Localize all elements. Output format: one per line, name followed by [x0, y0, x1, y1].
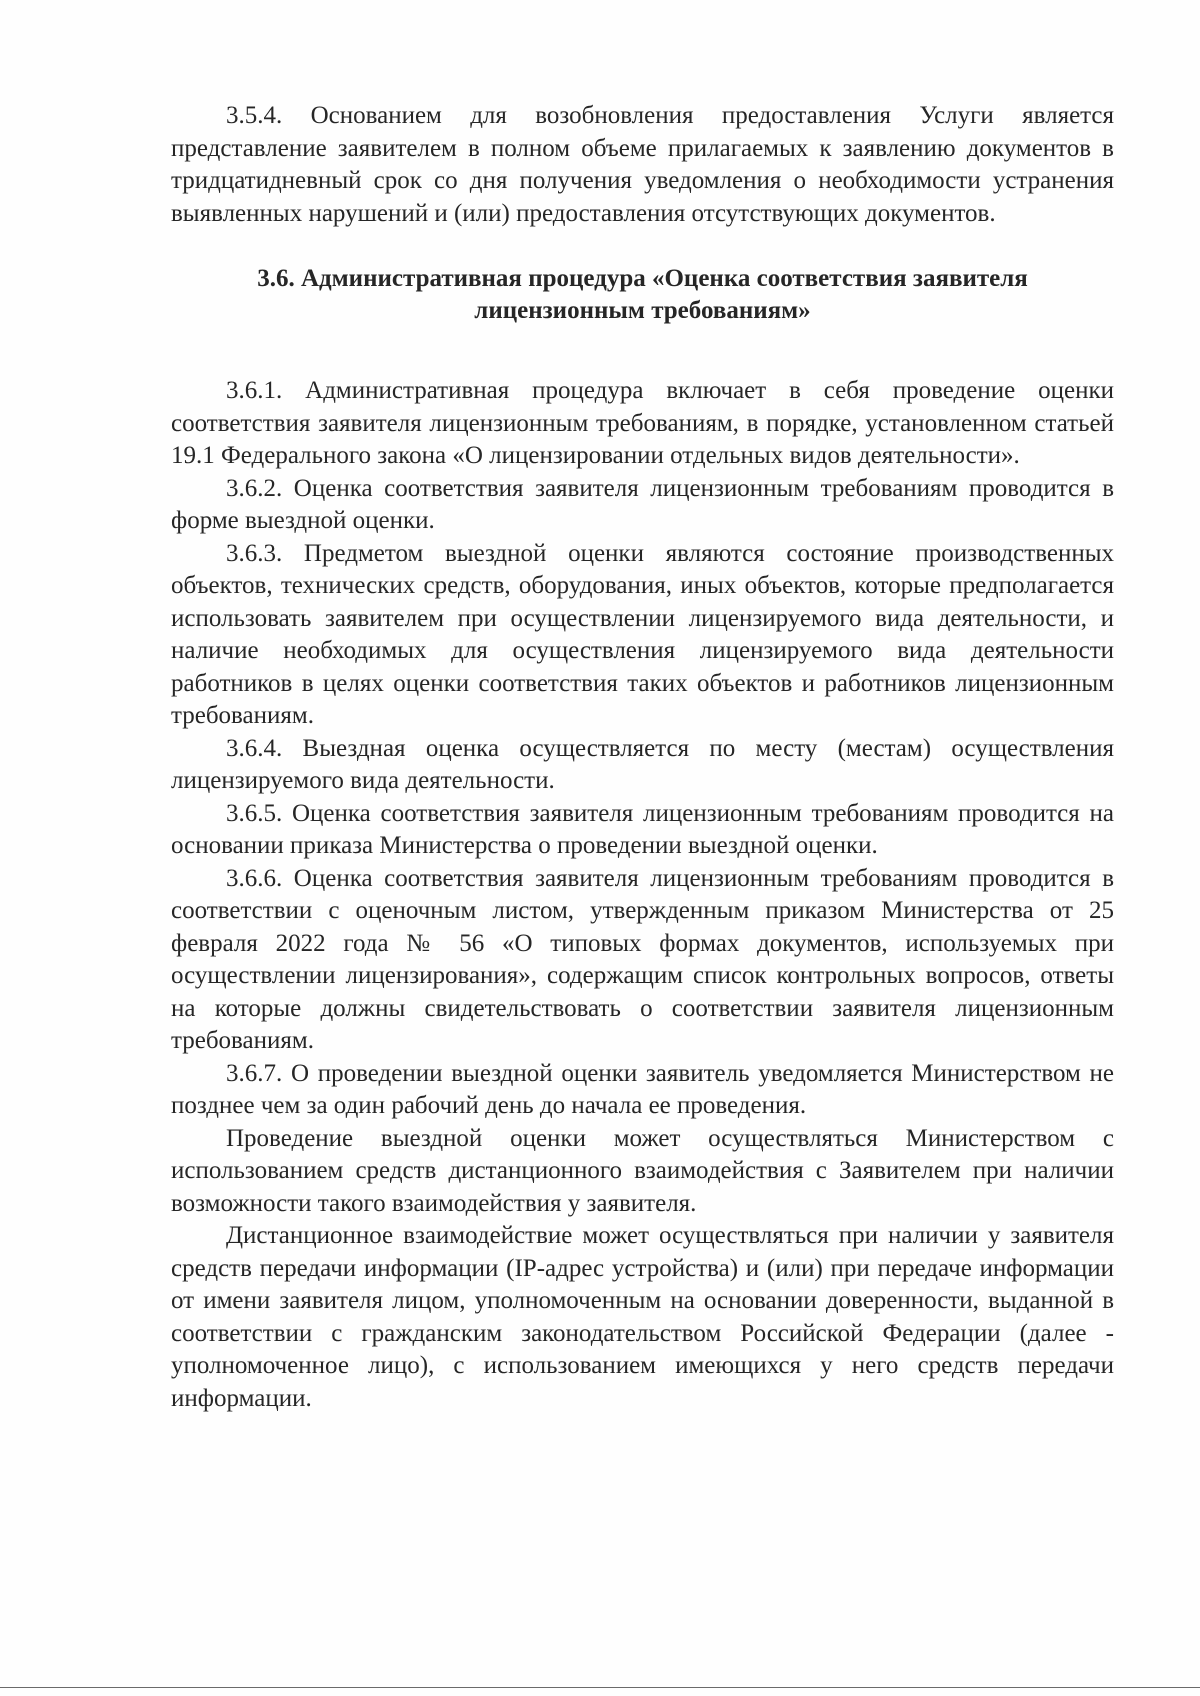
paragraph-3-6-6: 3.6.6. Оценка соответствия заявителя лицензионным требованиям проводится в соответствии с оценочным листом, утвержденным приказом Министерства от 25 февраля 2022 года № 56 «О типовых формах документов, используемых при осуществлении лицензирования», содержащим список контрольных вопросов, ответы на которые должны свидетельствовать о соответствии заявителя лицензионным требованиям. [171, 864, 1114, 1054]
paragraph-remote-assessment: Проведение выездной оценки может осуществляться Министерством с использованием средств дистанционного взаимодействия с Заявителем при наличии возможности такого взаимодействия у заявителя. [171, 1124, 1114, 1217]
paragraph-3-6-7: 3.6.7. О проведении выездной оценки заявитель уведомляется Министерством не позднее чем за один рабочий день до начала ее проведения. [171, 1059, 1114, 1119]
paragraph-3-5-4: 3.5.4. Основанием для возобновления предоставления Услуги является представление заявителем в полном объеме прилагаемых к заявлению документов в тридцатидневный срок со дня получения уведомления о необходимости устранения выявленных нарушений и (или) предоставления отсутствующих документов. [171, 102, 1114, 227]
page-bottom-edge-line [0, 1687, 1200, 1688]
paragraph-3-6-3: 3.6.3. Предметом выездной оценки являются состояние производственных объектов, технических средств, оборудования, иных объектов, которые предполагается использовать заявителем при осуществлении лицензируемого вида деятельности, и наличие необходимых для осуществления лицензируемого вида деятельности работников в целях оценки соответствия таких объектов и работников лицензионным требованиям. [171, 539, 1114, 729]
paragraph-remote-interaction: Дистанционное взаимодействие может осуществляться при наличии у заявителя средств передачи информации (IP-адрес устройства) и (или) при передаче информации от имени заявителя лицом, уполномоченным на основании доверенности, выданной в соответствии с гражданским законодательством Российской Федерации (далее - уполномоченное лицо), с использованием имеющихся у него средств передачи информации. [171, 1222, 1114, 1412]
paragraph-3-6-5: 3.6.5. Оценка соответствия заявителя лицензионным требованиям проводится на основании приказа Министерства о проведении выездной оценки. [171, 799, 1114, 859]
paragraph-3-6-1: 3.6.1. Административная процедура включает в себя проведение оценки соответствия заявителя лицензионным требованиям, в порядке, установленном статьей 19.1 Федерального закона «О лицензировании отдельных видов деятельности». [171, 377, 1114, 469]
document-page [171, 100, 1114, 1415]
paragraph-3-6-4: 3.6.4. Выездная оценка осуществляется по месту (местам) осуществления лицензируемого вида деятельности. [171, 734, 1114, 794]
paragraph-3-6-2: 3.6.2. Оценка соответствия заявителя лицензионным требованиям проводится в форме выездной оценки. [171, 474, 1114, 534]
section-heading-3-6: 3.6. Административная процедура «Оценка соответствия заявителя лицензионным требованиям» [257, 265, 1028, 324]
